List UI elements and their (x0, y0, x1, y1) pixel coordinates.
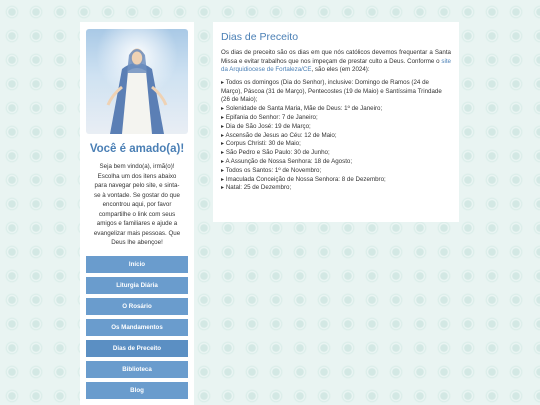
list-item: ▸ Ascensão de Jesus ao Céu: 12 de Maio; (221, 131, 337, 139)
list-item: ▸ Epifania do Senhor: 7 de Janeiro; (221, 113, 318, 121)
nav-item-o-rosario[interactable]: O Rosário (86, 298, 188, 316)
nav-item-biblioteca[interactable]: Biblioteca (86, 361, 188, 379)
sidebar-nav (86, 256, 188, 400)
list-item: ▸ Imaculada Conceição de Nossa Senhora: 8 de Dezembro; (221, 175, 386, 183)
main-content (213, 22, 459, 222)
nav-item-dias-de-preceito[interactable]: Dias de Preceito (86, 340, 188, 358)
list-item: ▸ Dia de São José: 19 de Março; (221, 122, 311, 130)
archdiocese-link[interactable]: site da Arquidiocese de Fortaleza/CE (221, 57, 451, 74)
list-item: ▸ Solenidade de Santa Maria, Mãe de Deus: 1º de Janeiro; (221, 105, 383, 113)
list-item: ▸ Natal: 25 de Dezembro; (221, 184, 292, 192)
nav-item-blog[interactable]: Blog (86, 382, 188, 400)
welcome-text: Seja bem vindo(a), irmã(o)! Escolha um dos itens abaixo para navegar pelo site, e sinta-se à vontade. Se gostar do que encontrou aqui, por favor compartilhe o link com seus amigos e familiares e ajude a evangelizar mais pessoas. Que Deus lhe abençoe! (93, 163, 181, 246)
holy-days-list (221, 79, 451, 193)
list-item: ▸ São Pedro e São Paulo: 30 de Junho; (221, 149, 330, 157)
intro-text-end: , são eles (em 2024): (311, 66, 370, 74)
nav-item-os-mandamentos[interactable]: Os Mandamentos (86, 319, 188, 337)
nav-item-inicio[interactable]: Início (86, 256, 188, 274)
sidebar-title: Você é amado(a)! (89, 143, 185, 155)
list-item: ▸ Corpus Christi: 30 de Maio; (221, 140, 301, 148)
list-item: ▸ Todos os Santos: 1º de Novembro; (221, 166, 322, 174)
virgin-mary-image (86, 29, 188, 134)
page-title: Dias de Preceito (221, 31, 299, 43)
intro-text: Os dias de preceito são os dias em que nós católicos devemos frequentar a Santa Missa e evitar trabalhos que nos impeçam de prestar culto a Deus. Conforme o (221, 49, 451, 65)
nav-item-liturgia-diaria[interactable]: Liturgia Diária (86, 277, 188, 295)
sidebar (80, 22, 194, 405)
list-item: ▸ Todos os domingos (Dia do Senhor), inclusive: Domingo de Ramos (24 de Março), Páscoa (31 de Março), Pentecostes (19 de Maio) e Santíssima Trindade (26 de Maio); (221, 78, 442, 104)
list-item: ▸ A Assunção de Nossa Senhora: 18 de Agosto; (221, 157, 353, 165)
intro-paragraph (221, 49, 451, 75)
